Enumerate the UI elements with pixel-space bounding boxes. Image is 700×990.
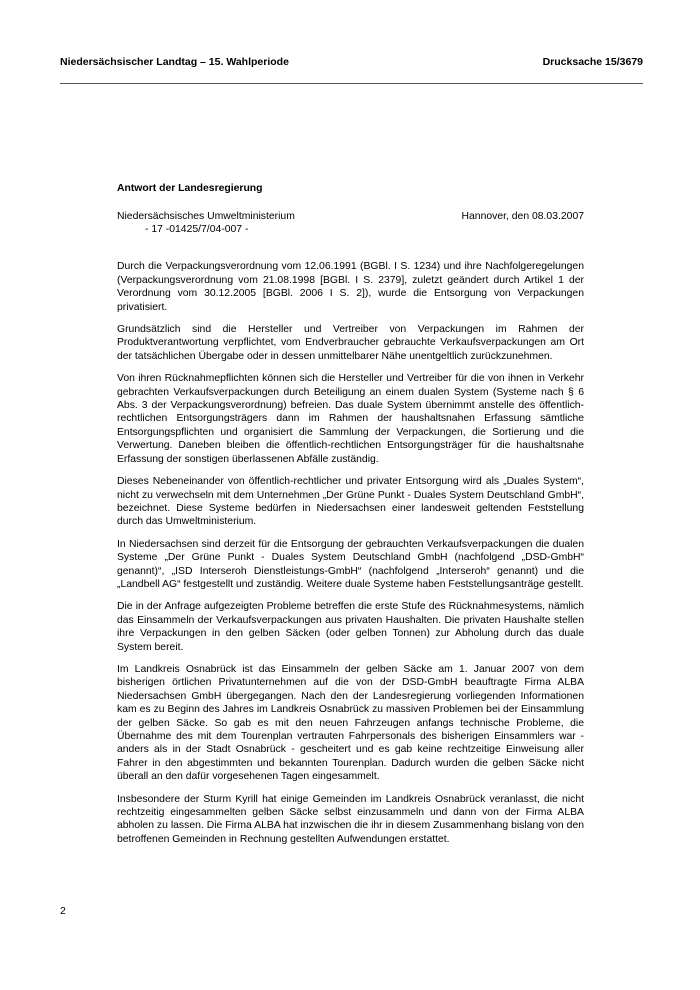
ministry-name: Niedersächsisches Umweltministerium [117, 211, 295, 223]
dateline: Hannover, den 08.03.2007 [461, 211, 584, 223]
section-heading: Antwort der Landesregierung [117, 183, 263, 194]
paragraph: In Niedersachsen sind derzeit für die Entsorgung der gebrauchten Verkaufsverpackungen die dualen Systeme „Der Grüne Punkt - Duales System Deutschland GmbH (nachfolgend „DSD-GmbH“ genannt)“, „ISD Interseroh Dienstleistungs-GmbH“ (nachfolgend „Interseroh“ genannt) und die „Landbell AG“ festgestellt und zuständig. Weitere duale Systeme haben Feststellungsanträge gestellt. [117, 538, 584, 590]
header-parliament-title: Niedersächsischer Landtag – 15. Wahlperiode [60, 56, 289, 68]
header-divider [60, 83, 643, 84]
paragraph: Dieses Nebeneinander von öffentlich-rechtlicher und privater Entsorgung wird als „Duales System“, nicht zu verwechseln mit dem Unternehmen „Der Grüne Punkt - Duales System Deutschland GmbH“, bezeichnet. Diese Systeme bedürfen in Niedersachsen einer landesweit geltenden Feststellung durch das Umweltministerium. [117, 476, 584, 528]
paragraph: Grundsätzlich sind die Hersteller und Vertreiber von Verpackungen im Rahmen der Produktverantwortung verpflichtet, vom Endverbraucher gebrauchte Verkaufsverpackungen am Ort der tatsächlichen Übergabe oder in dessen unmittelbarer Nähe unentgeltlich zurückzunehmen. [117, 324, 584, 362]
paragraph: Von ihren Rücknahmepflichten können sich die Hersteller und Vertreiber für die von ihnen in Verkehr gebrachten Verkaufsverpackungen durch Beteiligung an einem dualen System (Systeme nach § 6 Abs. 3 der Verpackungsverordnung) befreien. Das duale System übernimmt anstelle des öffentlich-rechtlichen Entsorgungsträgers dann im Rahmen der haushaltsnahen Erfassung sämtliche Entsorgungspflichten und organisiert die Sammlung der Verpackungen, die Sortierung und die Verwertung. Daneben bleiben die öffentlich-rechtlichen Entsorgungsträger für die haushaltsnahe Erfassung der sonstigen überlassenen Abfälle zuständig. [117, 373, 584, 465]
letter-meta [117, 210, 584, 236]
page-number: 2 [60, 905, 66, 917]
reference-number: - 17 -01425/7/04-007 - [145, 224, 249, 236]
paragraph: Durch die Verpackungsverordnung vom 12.06.1991 (BGBl. I S. 1234) und ihre Nachfolgeregelungen (Verpackungsverordnung vom 21.08.1998 [BGBl. I S. 2379], zuletzt geändert durch Artikel 1 der Verordnung vom 30.12.2005 [BGBl. 2006 I S. 2]), wurde die Entsorgung von Verpackungen privatisiert. [117, 261, 584, 313]
paragraph: Insbesondere der Sturm Kyrill hat einige Gemeinden im Landkreis Osnabrück veranlasst, die nicht rechtzeitig eingesammelten gelben Säcke selbst einzusammeln und dann von der Firma ALBA abholen zu lassen. Die Firma ALBA hat inzwischen die ihr in diesem Zusammenhang bislang von den betroffenen Gemeinden in Rechnung gestellten Aufwendungen erstattet. [117, 793, 584, 845]
document-body [117, 182, 584, 855]
paragraph: Die in der Anfrage aufgezeigten Probleme betreffen die erste Stufe des Rücknahmesystems, nämlich das Einsammeln der Verkaufsverpackungen aus privaten Haushalten. Die privaten Haushalte stellen ihre Verpackungen in den gelben Säcken (oder gelben Tonnen) zur Abholung durch das duale System bereit. [117, 601, 584, 653]
header-document-number: Drucksache 15/3679 [542, 56, 643, 68]
paragraph: Im Landkreis Osnabrück ist das Einsammeln der gelben Säcke am 1. Januar 2007 von dem bisherigen örtlichen Privatunternehmen auf die von der DSD-GmbH beauftragte Firma ALBA Niedersachsen GmbH übergegangen. Nach den der Landesregierung vorliegenden Informationen kam es zu Beginn des Jahres im Landkreis Osnabrück zu massiven Problemen bei der Einsammlung der gelben Säcke. So gab es mit den neuen Fahrzeugen anfangs technische Probleme, die Übernahme des mit dem Tourenplan vertrauten Fahrpersonals des bisherigen Einsammlers war - anders als in der Stadt Osnabrück - gescheitert und es gab keine rechtzeitige Einweisung aller Fahrer in den abgestimmten und bekannten Tourenplan. Dadurch wurden die gelben Säcke nicht überall an den dafür vorgesehenen Tagen eingesammelt. [117, 663, 584, 783]
